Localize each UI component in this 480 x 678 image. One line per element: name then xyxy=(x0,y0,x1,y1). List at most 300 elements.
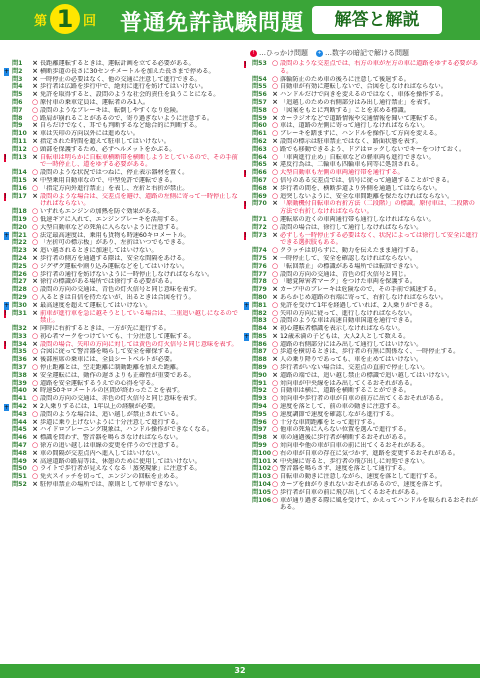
answer-row xyxy=(4,208,238,216)
question-number: 問106 xyxy=(252,496,272,504)
row-marker xyxy=(244,216,252,224)
explanation-text: 設問のようなブレーキは、転倒しやすくなり危険。 xyxy=(40,106,183,114)
answer-mark: ○ xyxy=(271,152,279,161)
answer-row xyxy=(244,426,478,434)
answer-mark: × xyxy=(32,324,38,333)
explanation-text: 設問の方向の交通は、青色の灯火信号と同じ。 xyxy=(280,270,410,278)
answer-row xyxy=(244,216,478,224)
explanation-text: 歩行者は広路を歩行中で、絶対に進行を妨げてはいけない。 xyxy=(40,83,207,91)
answer-mark: × xyxy=(32,277,38,286)
answer-mark: ○ xyxy=(31,394,39,403)
question-number: 問100 xyxy=(252,449,272,457)
answer-row xyxy=(4,426,238,434)
question-number: 問87 xyxy=(252,348,267,356)
row-marker xyxy=(244,481,252,489)
answer-mark: ○ xyxy=(31,183,39,192)
question-number: 問49 xyxy=(12,457,27,465)
question-number: 問50 xyxy=(12,465,27,473)
row-marker xyxy=(244,411,252,419)
explanation-text: 2人乗りするには、1年以上の経験が必要。 xyxy=(40,403,160,411)
answer-mark: × xyxy=(32,433,38,442)
question-number: 問7 xyxy=(12,106,23,114)
explanation-text: 合図に従って警音器を鳴らして安全を確保する。 xyxy=(40,348,177,356)
explanation-text: 道路の端では、追い越し禁止の標識で追い越してはいけない。 xyxy=(280,371,454,379)
answer-mark: ○ xyxy=(31,269,39,278)
row-marker xyxy=(244,325,252,333)
explanation-text: 標識を問わず、警音器を鳴らさなければならない。 xyxy=(40,434,182,442)
answer-row xyxy=(244,169,478,177)
answer-mark: ○ xyxy=(271,59,279,67)
answer-row xyxy=(4,458,238,466)
answer-row xyxy=(244,185,478,193)
question-number: 問86 xyxy=(252,340,267,348)
row-marker xyxy=(244,193,252,201)
row-marker xyxy=(4,465,12,473)
explanation-text: 「原動機付自転車の右折方法（二段階）」の標識。原付車は、二段階の方法で右折しなければならない。 xyxy=(280,200,475,216)
row-marker xyxy=(244,497,252,505)
explanation-text: 歩道に乗り上げないように十分注意して進行する。 xyxy=(40,418,183,426)
answer-row xyxy=(4,356,238,364)
answer-mark: × xyxy=(32,191,38,200)
question-number: 問62 xyxy=(252,137,267,145)
explanation-text: ブレーキを踏まずに、ハンドルを操作して方向を変える。 xyxy=(280,130,441,138)
hook-icon: ! xyxy=(4,341,7,349)
answer-mark: ○ xyxy=(31,472,39,481)
answer-mark: ○ xyxy=(271,121,279,130)
row-marker xyxy=(244,271,252,279)
explanation-text: 車の通過後に歩行者が横断するおそれがある。 xyxy=(280,434,410,442)
row-marker xyxy=(4,310,12,318)
row-marker xyxy=(244,286,252,294)
row-marker xyxy=(244,278,252,286)
row-marker xyxy=(4,115,12,123)
answer-mark: ○ xyxy=(31,207,39,216)
question-number: 問88 xyxy=(252,356,267,364)
row-marker xyxy=(244,255,252,263)
answer-column-right xyxy=(244,46,478,512)
question-number: 問39 xyxy=(12,379,27,387)
answer-column-left xyxy=(4,46,238,489)
number-icon: + xyxy=(4,403,10,411)
row-marker xyxy=(244,348,252,356)
explanation-text: 時速50キロメートルの区間が終わったことを表す。 xyxy=(40,387,184,395)
explanation-text: 後部座席の乗車には、全員シートベルトが必要。 xyxy=(40,356,177,364)
explanation-text: 高速道路の路肩等は、休憩のために使用してはいけない。 xyxy=(40,457,201,465)
row-marker xyxy=(244,91,252,99)
answer-mark: ○ xyxy=(31,222,39,231)
explanation-text: 対向車が中央線をはみ出してくるおそれがある。 xyxy=(280,379,417,387)
question-number: 問91 xyxy=(252,379,267,387)
explanation-text: 設問の標示は駐車禁止ではなく、路面状態を表す。 xyxy=(280,137,422,145)
explanation-text: 「転回禁止」の標識がある場所では転回できない。 xyxy=(280,262,423,270)
answer-mark: × xyxy=(272,355,278,364)
explanation-text: 車の間隔が交差点内へ進入してはいけない。 xyxy=(40,449,164,457)
answer-row xyxy=(4,286,238,294)
explanation-text: 歩道を横切るときは、歩行者の有無に関係なく、一時停止する。 xyxy=(280,348,460,356)
question-number: 問1 xyxy=(12,60,23,67)
answer-row xyxy=(4,372,238,380)
explanation-text: 大型自動車も左側の車両通行帯を通行する。 xyxy=(280,169,404,177)
row-marker xyxy=(4,387,12,395)
explanation-text: 12歳未満の子どもは、大人2人として数える。 xyxy=(280,332,410,340)
answer-mark: ○ xyxy=(271,74,279,83)
answer-row xyxy=(244,380,478,388)
answer-mark: ○ xyxy=(271,394,279,403)
explanation-text: 自転車の動きに注意しながら、速度を落として進行する。 xyxy=(280,473,441,481)
answer-row xyxy=(4,232,238,240)
explanation-text: 頭部を保護するため、必ずヘルメットをかぶる。 xyxy=(40,145,176,153)
question-number: 問24 xyxy=(12,254,27,262)
explanation-text: 「左折可の標示板」があり、左折はいつでもできる。 xyxy=(40,239,189,247)
answer-mark: ○ xyxy=(271,300,279,309)
row-marker xyxy=(244,177,252,185)
question-number: 問84 xyxy=(252,325,267,333)
explanation-text: 信号のある交差点では、信号に従って通過することができる。 xyxy=(280,176,454,184)
answer-row xyxy=(244,200,478,216)
answer-mark: ○ xyxy=(271,82,279,91)
hook-icon: ! xyxy=(250,50,257,57)
question-number: 問17 xyxy=(12,192,27,200)
row-marker xyxy=(244,356,252,364)
row-marker xyxy=(244,442,252,450)
answer-mark: ○ xyxy=(31,441,39,450)
explanation-text: カーラジオなどで道路情報や交通情報を聞いて運転する。 xyxy=(280,114,441,122)
question-number: 問68 xyxy=(252,184,267,192)
explanation-text: 対向車や他の車が自車の前に出てくるおそれがある。 xyxy=(280,442,429,450)
explanation-text: 矢印の方向に従って、進行しなければならない。 xyxy=(280,309,416,317)
explanation-text: 自動車は横に、道路を横断することができる。 xyxy=(280,387,410,395)
explanation-text: 追突しないように、安全な車間距離を保たなければならない。 xyxy=(280,192,454,200)
explanation-text: ハイドロプレーニング現象は、ハンドル操作ができなくなる。 xyxy=(40,426,213,434)
question-number: 問63 xyxy=(252,145,267,153)
explanation-text: 自らだけでなく、耳でも判断するなど総合的に判断する。 xyxy=(40,122,201,130)
question-number: 問72 xyxy=(252,223,267,231)
exam-suffix: 回 xyxy=(83,13,97,29)
explanation-text: 初心者マークをつけていても、十分注意して運転する。 xyxy=(40,332,195,340)
answer-row xyxy=(244,372,478,380)
answer-mark: × xyxy=(32,136,38,145)
answer-row xyxy=(4,333,238,341)
question-number: 問40 xyxy=(12,387,27,395)
question-number: 問83 xyxy=(252,317,267,325)
question-number: 問31 xyxy=(12,309,27,317)
row-marker xyxy=(4,426,12,434)
explanation-text: 原付車の乗車定員は、運転者のみ1人。 xyxy=(40,98,150,106)
answer-mark: ○ xyxy=(271,246,279,255)
explanation-text: 自転車は明らかに自転車横断帯を横断しようとしているので、その手前で一時停止し、道をゆずる必要がある。 xyxy=(40,153,238,169)
answer-mark: ○ xyxy=(271,105,279,114)
answer-mark: ○ xyxy=(271,441,279,450)
question-number: 問3 xyxy=(12,75,23,83)
number-icon: + xyxy=(4,68,10,76)
answer-row xyxy=(4,465,238,473)
question-number: 問77 xyxy=(252,270,267,278)
legend-spacer xyxy=(4,46,238,60)
explanation-text: 設問のような場合は、交差点を避け、道路の左側に寄って一時停止しなければならない。 xyxy=(40,192,238,208)
row-marker xyxy=(4,294,12,302)
answer-mark: ○ xyxy=(271,487,279,496)
question-number: 問53 xyxy=(252,60,267,67)
answer-list-left xyxy=(4,60,238,489)
row-marker xyxy=(244,169,252,177)
row-marker xyxy=(4,130,12,138)
answer-mark: ○ xyxy=(271,175,279,184)
answer-row xyxy=(4,99,238,107)
answer-mark: × xyxy=(272,97,278,106)
explanation-text: ジグザグ運転や割り込み運転などをしてはいけない。 xyxy=(40,262,189,270)
question-number: 問45 xyxy=(12,426,27,434)
row-marker xyxy=(4,450,12,458)
answer-row xyxy=(4,387,238,395)
question-number: 問51 xyxy=(12,473,27,481)
row-marker xyxy=(4,208,12,216)
row-marker xyxy=(244,107,252,115)
explanation-text: 「聴覚障害者マーク」をつけた車両を保護する。 xyxy=(280,278,417,286)
answer-row xyxy=(244,302,478,310)
question-number: 問18 xyxy=(12,208,27,216)
answer-row xyxy=(244,333,478,341)
row-marker xyxy=(4,154,12,162)
explanation-text: 速度調節で速度を確認しながら進行する。 xyxy=(280,410,398,418)
exam-number-badge xyxy=(34,4,96,34)
answer-mark: × xyxy=(272,292,278,301)
answer-row xyxy=(244,364,478,372)
row-marker xyxy=(4,146,12,154)
question-number: 問75 xyxy=(252,254,267,262)
row-marker xyxy=(4,91,12,99)
row-marker xyxy=(4,107,12,115)
answer-row xyxy=(4,294,238,302)
legend-cut xyxy=(316,48,409,58)
row-marker xyxy=(244,395,252,403)
explanation-text: ライトで歩行者が見えなくなる「蒸発現象」に注意する。 xyxy=(40,465,201,473)
answer-mark: ○ xyxy=(31,331,39,340)
answer-mark: ○ xyxy=(271,308,279,317)
explanation-text: 対向車や歩行者の車が自車の前方に出てくるおそれがある。 xyxy=(280,395,448,403)
explanation-text: 「図案をもとに判断する」ことを求める標識。 xyxy=(280,106,410,114)
answer-mark: × xyxy=(272,160,278,169)
answer-mark: ○ xyxy=(271,316,279,325)
explanation-text: 運転席の近くの車両通行帯も通行しなければならない。 xyxy=(280,215,435,223)
answer-row xyxy=(244,411,478,419)
question-number: 問20 xyxy=(12,223,27,231)
answer-row xyxy=(4,473,238,481)
answer-mark: ○ xyxy=(31,168,39,177)
answer-row xyxy=(4,60,238,68)
question-number: 問59 xyxy=(252,114,267,122)
answer-mark: × xyxy=(32,386,38,395)
question-number: 問66 xyxy=(252,169,267,177)
answer-mark: ○ xyxy=(271,269,279,278)
explanation-text: 追い越されるときに加速してはいけない。 xyxy=(40,247,158,255)
explanation-text: 設問のような場合は、追い越しが禁止されている。 xyxy=(40,410,183,418)
question-number: 問29 xyxy=(12,293,27,301)
number-icon: + xyxy=(4,302,10,310)
question-number: 問92 xyxy=(252,387,267,395)
question-number: 問9 xyxy=(12,122,23,130)
question-number: 問81 xyxy=(252,301,267,309)
answer-row xyxy=(4,419,238,427)
row-marker xyxy=(244,185,252,193)
answer-row xyxy=(244,356,478,364)
question-number: 問52 xyxy=(12,481,27,489)
explanation-text: 設問のような車は高速自動車国道を通行できる。 xyxy=(280,317,417,325)
question-number: 問89 xyxy=(252,364,267,372)
answer-mark: × xyxy=(32,308,38,317)
question-number: 問69 xyxy=(252,192,267,200)
answer-mark: ○ xyxy=(271,339,279,348)
answer-row xyxy=(4,310,238,326)
explanation-text: 自動車が有効に運転しないで、合図をしなければならない。 xyxy=(280,83,447,91)
question-number: 問104 xyxy=(252,481,272,489)
answer-mark: × xyxy=(32,175,38,184)
answer-mark: × xyxy=(32,448,38,457)
answer-row xyxy=(244,60,478,76)
question-number: 問73 xyxy=(252,231,267,239)
answer-mark: ○ xyxy=(271,464,279,473)
answer-mark: ○ xyxy=(31,97,39,106)
row-marker xyxy=(4,271,12,279)
row-marker xyxy=(244,434,252,442)
explanation-text: 設問のような交差点では、右方の車が左方の車に道路をゆずる必要がある。 xyxy=(280,60,478,75)
explanation-text: 速度を落として、前の車の動きに注意する。 xyxy=(280,403,404,411)
legend xyxy=(244,46,478,60)
question-number: 問56 xyxy=(252,91,267,99)
question-number: 問98 xyxy=(252,434,267,442)
explanation-text: 「指定方向外進行禁止」を表し、左折と右折が禁止。 xyxy=(40,184,189,192)
answer-row xyxy=(244,224,478,232)
answer-row xyxy=(4,146,238,154)
explanation-text: 同時に右折するときは、一方が先に進行する。 xyxy=(40,325,170,333)
row-marker xyxy=(4,348,12,356)
answer-row xyxy=(4,68,238,76)
explanation-text: 大型自動車などの死角に入らないように注意する。 xyxy=(40,223,183,231)
answer-mark: ○ xyxy=(31,409,39,418)
answer-mark: ○ xyxy=(31,238,39,247)
legend-hook xyxy=(250,48,308,58)
answer-row xyxy=(244,465,478,473)
question-number: 問41 xyxy=(12,395,27,403)
answer-mark: × xyxy=(32,129,38,138)
row-marker xyxy=(4,442,12,450)
row-marker xyxy=(244,380,252,388)
question-number: 問23 xyxy=(12,247,27,255)
page-number: 32 xyxy=(0,664,480,678)
answer-mark: × xyxy=(272,199,278,208)
answer-row xyxy=(4,138,238,146)
explanation-text: カーブを曲がりきれないおそれがあるので、速度を落とす。 xyxy=(280,481,447,489)
answer-mark: × xyxy=(32,246,38,255)
answer-row xyxy=(244,271,478,279)
answer-mark: ○ xyxy=(271,277,279,286)
answer-row xyxy=(4,380,238,388)
question-number: 問25 xyxy=(12,262,27,270)
explanation-text: カーブ中のブレーキは危険なので、その手前で減速する。 xyxy=(280,286,441,294)
answer-mark: × xyxy=(32,66,38,75)
row-marker xyxy=(4,232,12,240)
answer-row xyxy=(244,442,478,450)
question-number: 問70 xyxy=(252,200,267,208)
answer-mark: × xyxy=(32,90,38,99)
answer-row xyxy=(4,278,238,286)
explanation-text: 低速ギアに入れて、エンジンブレーキを活用する。 xyxy=(40,215,182,223)
answer-row xyxy=(4,247,238,255)
row-marker xyxy=(244,247,252,255)
question-number: 問33 xyxy=(12,332,27,340)
row-marker xyxy=(4,239,12,247)
answer-row xyxy=(4,395,238,403)
row-marker xyxy=(244,60,252,68)
explanation-text: いずれもエンジンの加熱を防ぐ効果がある。 xyxy=(40,208,164,216)
question-number: 問82 xyxy=(252,309,267,317)
row-marker xyxy=(4,473,12,481)
explanation-text: 駐停車禁止の場所では、原則として停車できない。 xyxy=(40,481,183,489)
answer-mark: ○ xyxy=(31,230,39,239)
question-number: 問55 xyxy=(252,83,267,91)
explanation-text: 十分な車間距離をとって進行する。 xyxy=(280,418,379,426)
question-number: 問79 xyxy=(252,286,267,294)
explanation-text: 免火スイッチを切って、エンジンの回転を止める。 xyxy=(40,473,182,481)
explanation-text: 違反行為は、二輪車も四輪車も同等に処罰される。 xyxy=(280,161,423,169)
explanation-text: 一時停止して、安全を確認しなければならない。 xyxy=(280,254,416,262)
answer-row xyxy=(4,107,238,115)
question-number: 問38 xyxy=(12,371,27,379)
answer-row xyxy=(4,403,238,411)
explanation-text: 初心運転者標識を表示しなければならない。 xyxy=(280,325,404,333)
answer-row xyxy=(244,348,478,356)
question-number: 問54 xyxy=(252,75,267,83)
explanation-text: 停止距離とは、空走距離に制動距離を加えた距離。 xyxy=(40,364,183,372)
answer-mark: × xyxy=(272,230,278,239)
question-number: 問85 xyxy=(252,332,267,340)
row-marker xyxy=(4,364,12,372)
row-marker xyxy=(244,372,252,380)
question-number: 問26 xyxy=(12,270,27,278)
answer-mark: × xyxy=(32,480,38,489)
answer-row xyxy=(4,185,238,193)
row-marker xyxy=(4,99,12,107)
explanation-text: 落輪防止のため車の後ろに注意して後退する。 xyxy=(280,75,410,83)
question-number: 問16 xyxy=(12,184,27,192)
row-marker xyxy=(4,60,12,68)
row-marker xyxy=(244,364,252,372)
answer-row xyxy=(244,83,478,91)
explanation-text: 車は矢印の方向以外には進めない。 xyxy=(40,130,139,138)
answer-mark: ○ xyxy=(271,378,279,387)
row-marker xyxy=(4,434,12,442)
answer-row xyxy=(4,224,238,232)
answer-row xyxy=(244,193,478,201)
question-number: 問8 xyxy=(12,114,23,122)
answer-mark: × xyxy=(272,253,278,262)
answer-row xyxy=(244,310,478,318)
row-marker xyxy=(4,411,12,419)
row-marker xyxy=(4,122,12,130)
answer-row xyxy=(4,271,238,279)
answer-mark: ○ xyxy=(271,144,279,153)
explanation-text: 入るときは自信を持たないが、出るときは合図を行う。 xyxy=(40,293,195,301)
row-marker xyxy=(4,403,12,411)
row-marker xyxy=(4,333,12,341)
answer-row xyxy=(4,115,238,123)
answer-row xyxy=(244,263,478,271)
exam-number: 1 xyxy=(50,4,80,34)
explanation-text: 歩行者が自車の前に飛び出してくるおそれがある。 xyxy=(280,488,423,496)
answer-mark: ○ xyxy=(271,214,279,223)
row-marker xyxy=(244,387,252,395)
answer-row xyxy=(244,395,478,403)
question-number: 問78 xyxy=(252,278,267,286)
